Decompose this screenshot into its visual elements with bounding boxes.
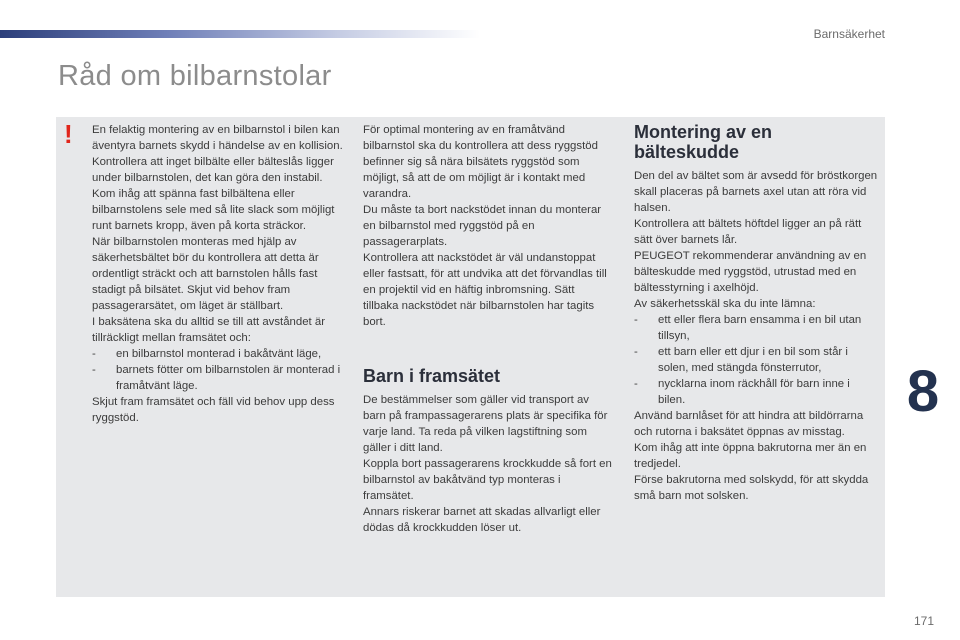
warning-paragraph: Kom ihåg att spänna fast bilbältena eller bilbarnstolens sele med så lite slack som möjligt runt barnets kropp, även på korta sträckor. [92, 188, 335, 232]
right-column [634, 122, 880, 504]
bullet-text: barnets fötter om bilbarnstolen är monterad i framåtvänt läge. [116, 364, 341, 392]
body-paragraph: Kontrollera att nackstödet är väl undanstoppat eller fastsatt, för att undvika att det förvandlas till en projektil vid en häftig inbromsning. Sätt tillbaka nackstödet när bilbarnstolen har tagits bort. [363, 252, 607, 328]
body-paragraph: Du måste ta bort nackstödet innan du monterar en bilbarnstol med ryggstöd på en passagerarplats. [363, 204, 602, 248]
body-paragraph: För optimal montering av en framåtvänd bilbarnstol ska du kontrollera att dess ryggstöd befinner sig så nära bilsätets ryggstöd som möjligt, så att de om möjligt är i kontakt med varandra. [363, 124, 598, 200]
header-gradient-bar [0, 30, 480, 38]
body-paragraph: Kontrollera att bältets höftdel ligger an på rätt sätt över barnets lår. [634, 218, 862, 246]
body-paragraph: De bestämmelser som gäller vid transport av barn på frampassagerarens plats är specifika för varje land. Ta reda på vilken lagstiftning som gäller i ditt land. [363, 394, 608, 454]
body-paragraph: Förse bakrutorna med solskydd, för att skydda små barn mot solsken. [634, 474, 869, 502]
warning-paragraph: Skjut fram framsätet och fäll vid behov upp dess ryggstöd. [92, 396, 335, 424]
body-paragraph: Annars riskerar barnet att skadas allvarligt eller dödas då krockkudden löser ut. [363, 506, 601, 534]
body-paragraph: Använd barnlåset för att hindra att bildörrarna och rutorna i baksätet öppnas av misstag. [634, 410, 864, 438]
exclamation-icon: ! [64, 119, 73, 149]
section-name: Barnsäkerhet [813, 27, 885, 41]
section-heading: Montering av en bälteskudde [634, 122, 773, 162]
dash-marker: - [634, 378, 638, 390]
bullet-text: nycklarna inom räckhåll för barn inne i bilen. [658, 378, 850, 406]
warning-paragraph: En felaktig montering av en bilbarnstol i bilen kan äventyra barnets skydd i händelse av en kollision. [92, 124, 343, 152]
body-paragraph: PEUGEOT rekommenderar användning av en bälteskudde med ryggstöd, utrustad med en bältesstyrning i axelhöjd. [634, 250, 867, 294]
bullet-item [92, 346, 344, 362]
dash-marker: - [634, 346, 638, 358]
body-paragraph: Den del av bältet som är avsedd för bröstkorgen skall placeras på barnets axel utan att röra vid halsen. [634, 170, 878, 214]
middle-column [363, 122, 613, 536]
bullet-item [634, 344, 880, 376]
body-paragraph: Koppla bort passagerarens krockkudde så fort en bilbarnstol av bakåtvänd typ monteras i framsätet. [363, 458, 612, 502]
bullet-item [634, 376, 880, 408]
bullet-text: en bilbarnstol monterad i bakåtvänt läge, [116, 348, 322, 360]
body-paragraph: Kom ihåg att inte öppna bakrutorna mer än en tredjedel. [634, 442, 867, 470]
dash-marker: - [634, 314, 638, 326]
bullet-text: ett eller flera barn ensamma i en bil utan tillsyn, [658, 314, 862, 342]
bullet-item [92, 362, 344, 394]
page-number: 171 [913, 614, 934, 628]
warning-paragraph: I baksätena ska du alltid se till att avståndet är tillräckligt mellan framsätet och: [92, 316, 326, 344]
chapter-number: 8 [906, 359, 940, 424]
bullet-item [634, 312, 880, 344]
bullet-text: ett barn eller ett djur i en bil som står i solen, med stängda fönsterrutor, [658, 346, 848, 374]
warning-paragraph: Kontrollera att inget bilbälte eller bälteslås ligger under bilbarnstolen, det kan göra den instabil. [92, 156, 334, 184]
warning-paragraph: När bilbarnstolen monteras med hjälp av säkerhetsbältet bör du kontrollera att detta är ordentligt sträckt och att barnstolen hålls fast stadigt på bilsätet. Skjut vid behov fram passagerarsätet, om läget är ställbart. [92, 236, 319, 312]
body-paragraph: Av säkerhetsskäl ska du inte lämna: [634, 298, 816, 310]
dash-marker: - [92, 364, 96, 376]
section-heading: Barn i framsätet [363, 366, 501, 386]
page-title: Råd om bilbarnstolar [58, 60, 332, 92]
dash-marker: - [92, 348, 96, 360]
warning-column [92, 122, 344, 426]
